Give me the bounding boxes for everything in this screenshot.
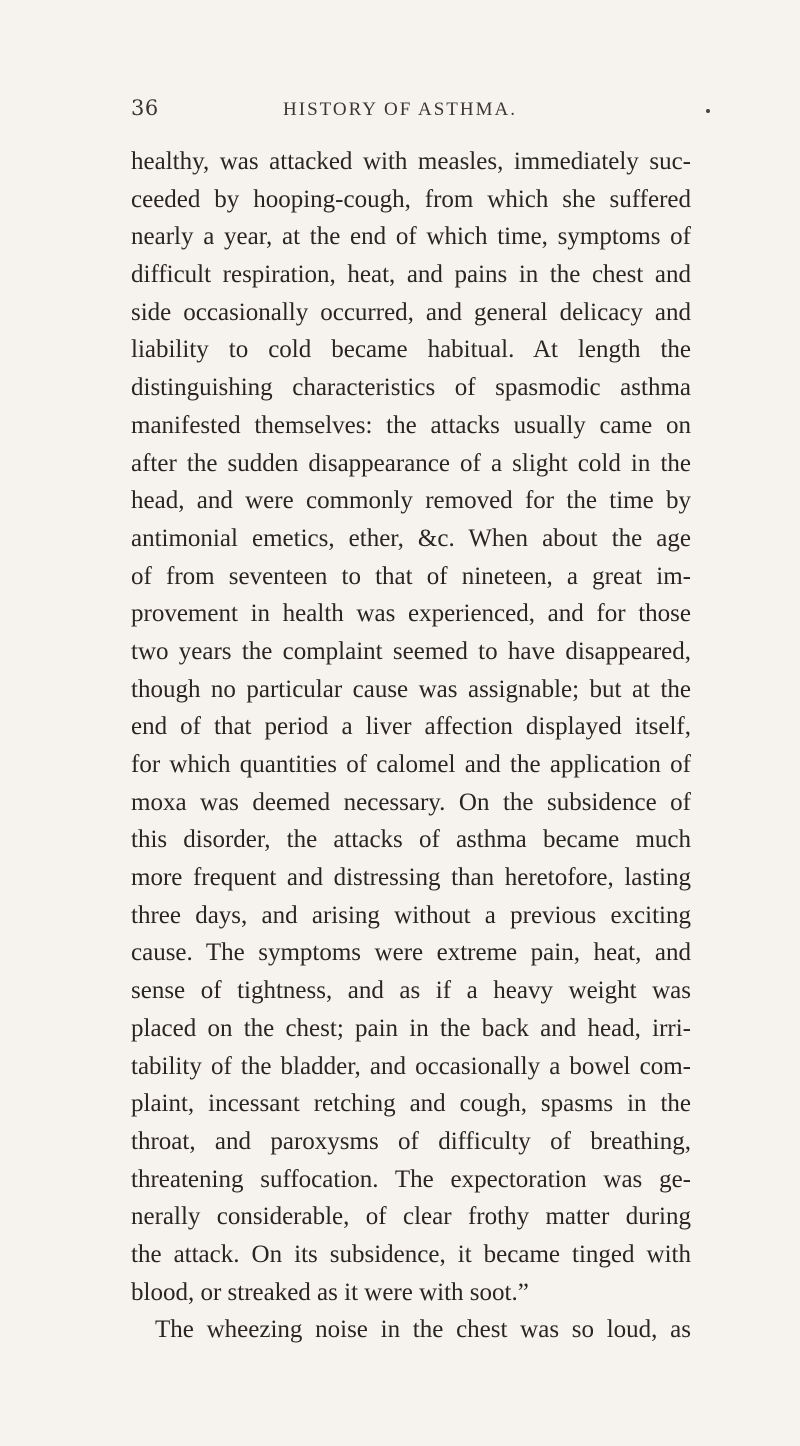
body-text (131, 143, 691, 1349)
text-line: tability of the bladder, and occasionally a bowel com- (131, 1052, 691, 1080)
text-line: provement in health was experienced, and for those (131, 600, 691, 628)
text-line: side occasionally occurred, and general delicacy and (131, 298, 691, 326)
text-line: two years the complaint seemed to have disappeared, (131, 637, 691, 665)
text-line: three days, and arising without a previous exciting (131, 901, 691, 929)
text-line: threatening suffocation. The expectoration was ge- (131, 1165, 691, 1193)
text-line: sense of tightness, and as if a heavy weight was (131, 977, 691, 1005)
text-line: moxa was deemed necessary. On the subsidence of (131, 788, 691, 816)
text-line: difficult respiration, heat, and pains in the chest and (131, 261, 691, 289)
text-line: after the sudden disappearance of a slight cold in the (131, 449, 691, 477)
text-line: nerally considerable, of clear frothy matter during (131, 1203, 691, 1231)
text-line: end of that period a liver affection displayed itself, (131, 713, 691, 741)
text-line: placed on the chest; pain in the back and head, irri- (131, 1014, 691, 1042)
ink-dot (706, 109, 710, 113)
running-head: HISTORY OF ASTHMA. (283, 99, 517, 120)
text-line: blood, or streaked as it were with soot.” (131, 1278, 529, 1306)
text-line: nearly a year, at the end of which time, symptoms of (131, 223, 691, 251)
text-line: though no particular cause was assignable; but at the (131, 675, 691, 703)
page-number: 36 (131, 96, 159, 120)
text-line: liability to cold became habitual. At length the (131, 336, 691, 364)
text-line: The wheezing noise in the chest was so loud, as (155, 1316, 691, 1344)
text-line: manifested themselves: the attacks usually came on (131, 411, 691, 439)
text-line: healthy, was attacked with measles, immediately suc- (131, 148, 691, 175)
text-line: more frequent and distressing than heretofore, lasting (131, 864, 691, 892)
text-line: this disorder, the attacks of asthma became much (131, 826, 691, 854)
text-line: for which quantities of calomel and the application of (131, 751, 691, 778)
text-line: of from seventeen to that of nineteen, a great im- (131, 562, 691, 590)
text-line: the attack. On its subsidence, it became tinged with (131, 1240, 691, 1268)
text-line: throat, and paroxysms of difficulty of breathing, (131, 1127, 691, 1155)
text-line: antimonial emetics, ether, &c. When about the age (131, 524, 691, 552)
text-line: plaint, incessant retching and cough, spasms in the (131, 1090, 691, 1118)
text-line: distinguishing characteristics of spasmodic asthma (131, 374, 691, 402)
text-line: cause. The symptoms were extreme pain, heat, and (131, 939, 691, 967)
text-line: head, and were commonly removed for the time by (131, 487, 691, 515)
text-line: ceeded by hooping-cough, from which she suffered (131, 185, 691, 213)
